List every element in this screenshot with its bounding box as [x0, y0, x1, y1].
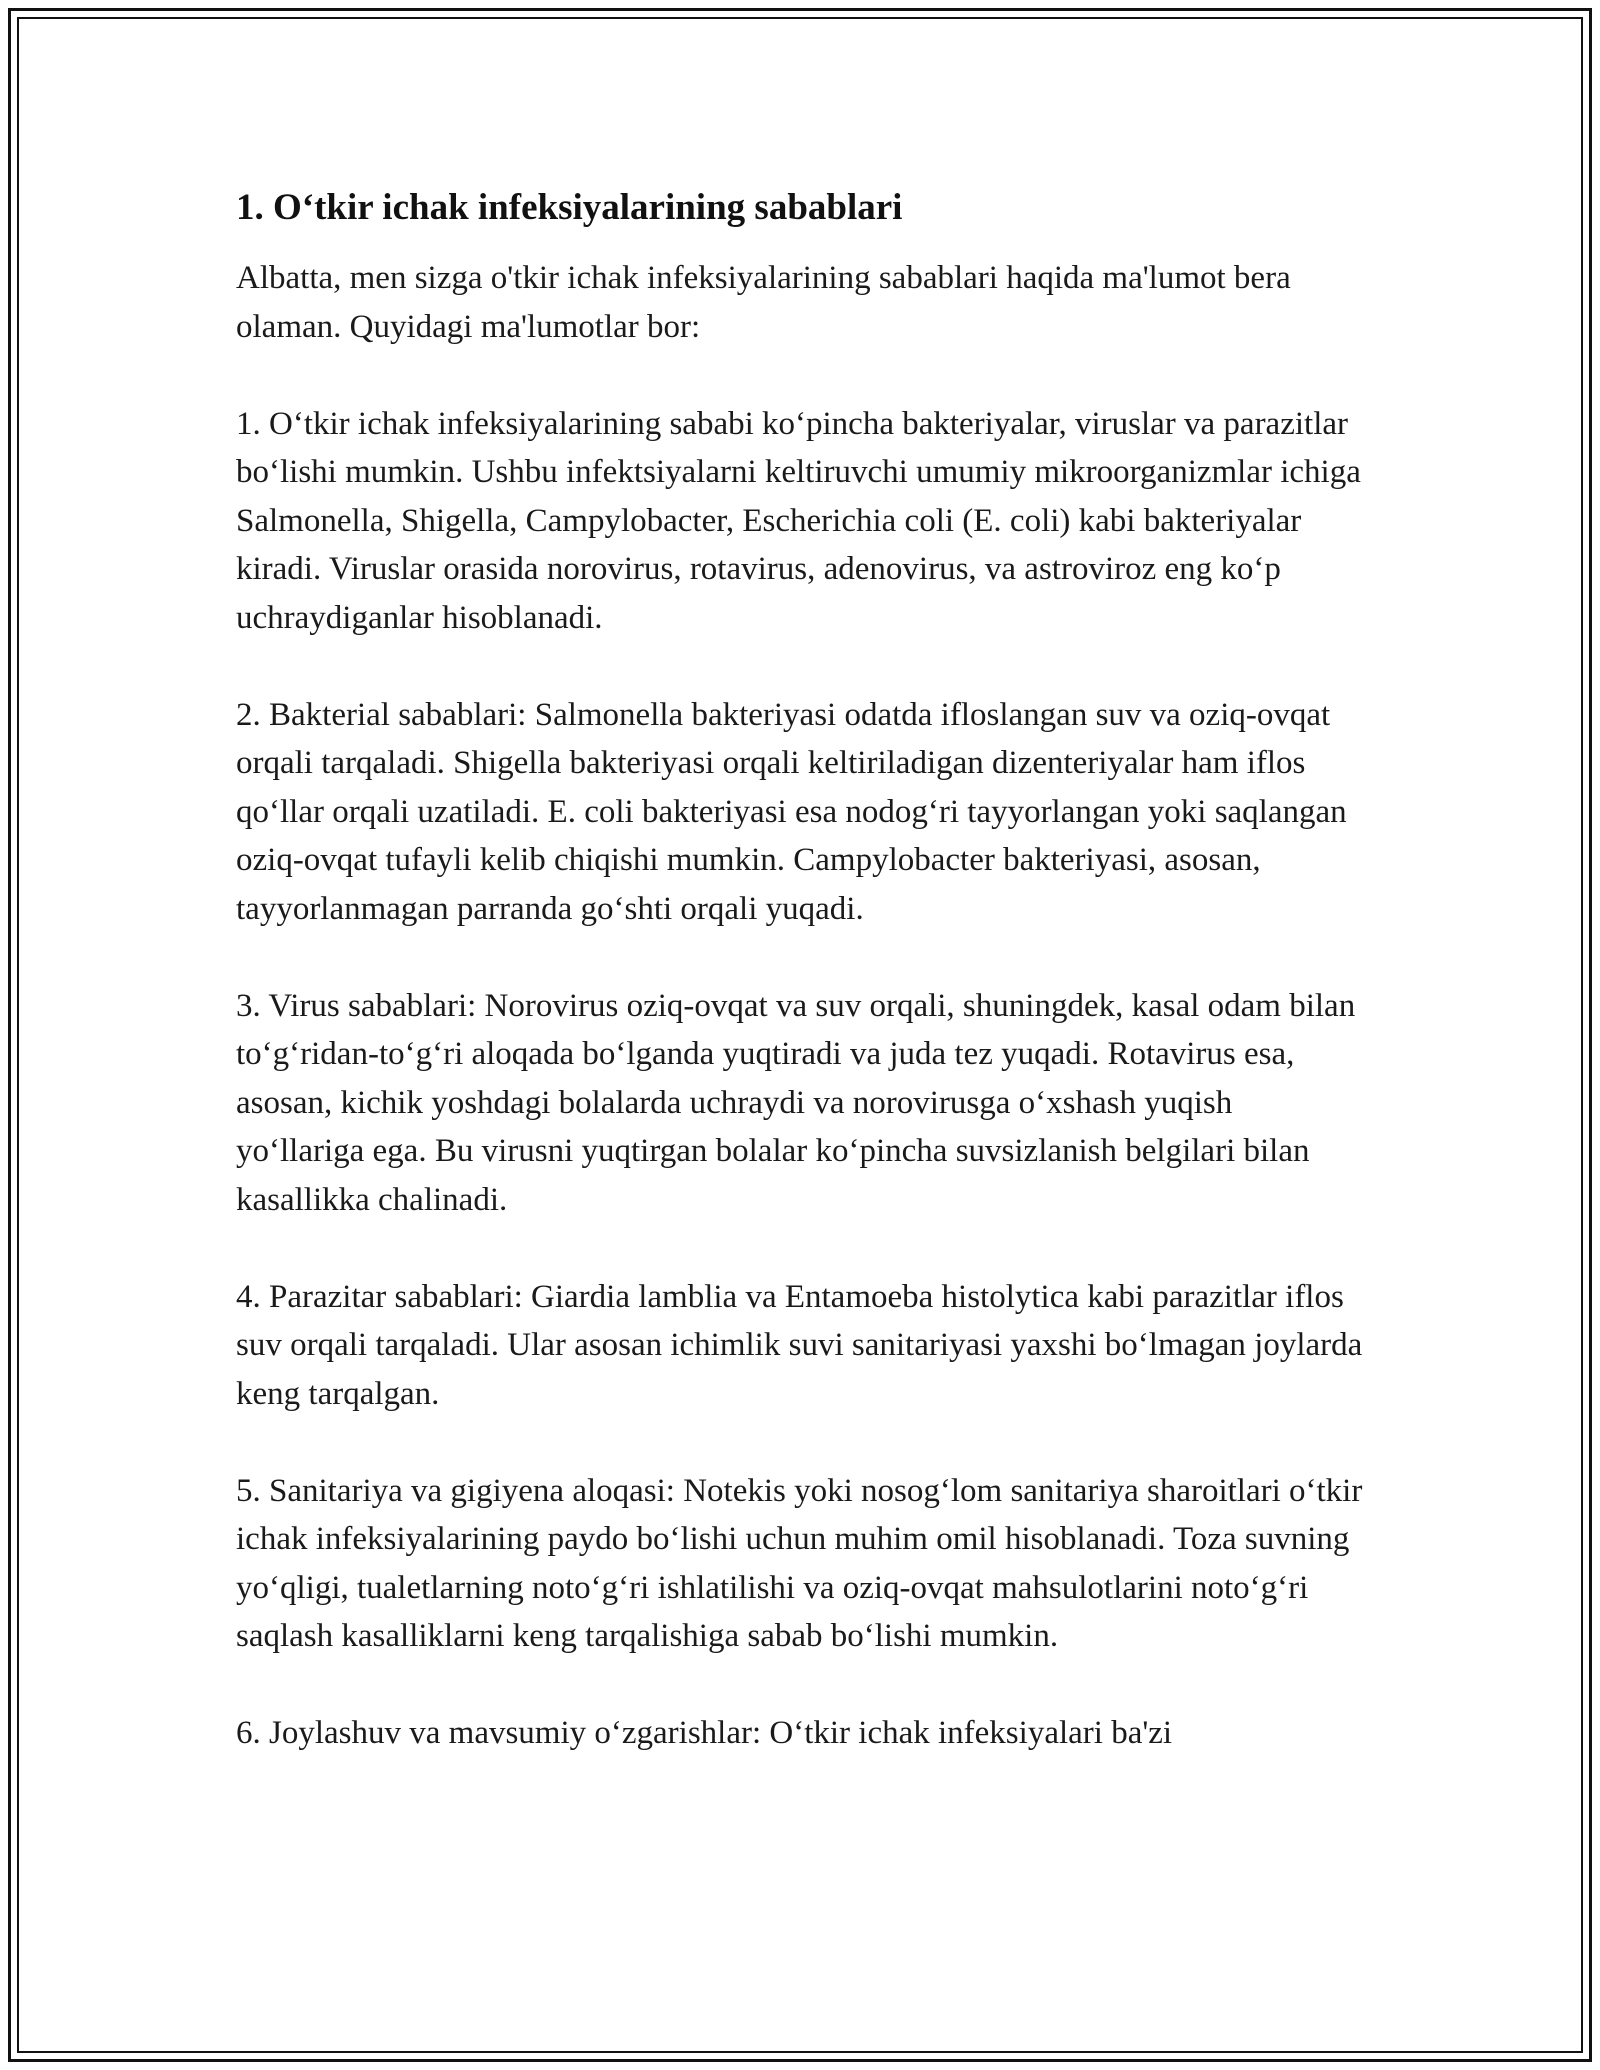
intro-paragraph: Albatta, men sizga o'tkir ichak infeksiyalarining sabablari haqida ma'lumot bera olaman. Quyidagi ma'lumotlar bor: — [236, 260, 1291, 345]
document-title: 1. O‘tkir ichak infeksiyalarining sabablari — [236, 187, 903, 228]
paragraph-1: 1. O‘tkir ichak infeksiyalarining sababi ko‘pincha bakteriyalar, viruslar va parazitlar bo‘lishi mumkin. Ushbu infektsiyalarni keltiruvchi umumiy mikroorganizmlar ichiga Salmonella, Shigella, Campylobacter, Escherichia coli (E. coli) kabi bakteriyalar kiradi. Viruslar orasida norovirus, rotavirus, adenovirus, va astroviroz eng ko‘p uchraydiganlar hisoblanadi. — [236, 405, 1361, 636]
paragraph-5: 5. Sanitariya va gigiyena aloqasi: Notekis yoki nosog‘lom sanitariya sharoitlari o‘tkir ichak infeksiyalarining paydo bo‘lishi uchun muhim omil hisoblanadi. Toza suvning yo‘qligi, tualetlarning noto‘g‘ri ishlatilishi va oziq-ovqat mahsulotlarini noto‘g‘ri saqlash kasalliklarni keng tarqalishiga sabab bo‘lishi mumkin. — [236, 1472, 1363, 1654]
document-body — [236, 184, 1366, 1806]
paragraph-2: 2. Bakterial sabablari: Salmonella bakteriyasi odatda ifloslangan suv va oziq-ovqat orqali tarqaladi. Shigella bakteriyasi orqali keltiriladigan dizenteriyalar ham iflos qo‘llar orqali uzatiladi. E. coli bakteriyasi esa nodog‘ri tayyorlangan yoki saqlangan oziq-ovqat tufayli kelib chiqishi mumkin. Campylobacter bakteriyasi, asosan, tayyorlanmagan parranda go‘shti orqali yuqadi. — [236, 696, 1347, 927]
paragraph-6: 6. Joylashuv va mavsumiy o‘zgarishlar: O‘tkir ichak infeksiyalari ba'zi — [236, 1715, 1173, 1751]
paragraph-4: 4. Parazitar sabablari: Giardia lamblia va Entamoeba histolytica kabi parazitlar iflos suv orqali tarqaladi. Ular asosan ichimlik suvi sanitariyasi yaxshi bo‘lmagan joylarda keng tarqalgan. — [236, 1278, 1363, 1412]
paragraph-3: 3. Virus sabablari: Norovirus oziq-ovqat va suv orqali, shuningdek, kasal odam bilan to‘g‘ridan-to‘g‘ri aloqada bo‘lganda yuqtiradi va juda tez yuqadi. Rotavirus esa, asosan, kichik yoshdagi bolalarda uchraydi va norovirusga o‘xshash yuqish yo‘llariga ega. Bu virusni yuqtirgan bolalar ko‘pincha suvsizlanish belgilari bilan kasallikka chalinadi. — [236, 987, 1356, 1218]
